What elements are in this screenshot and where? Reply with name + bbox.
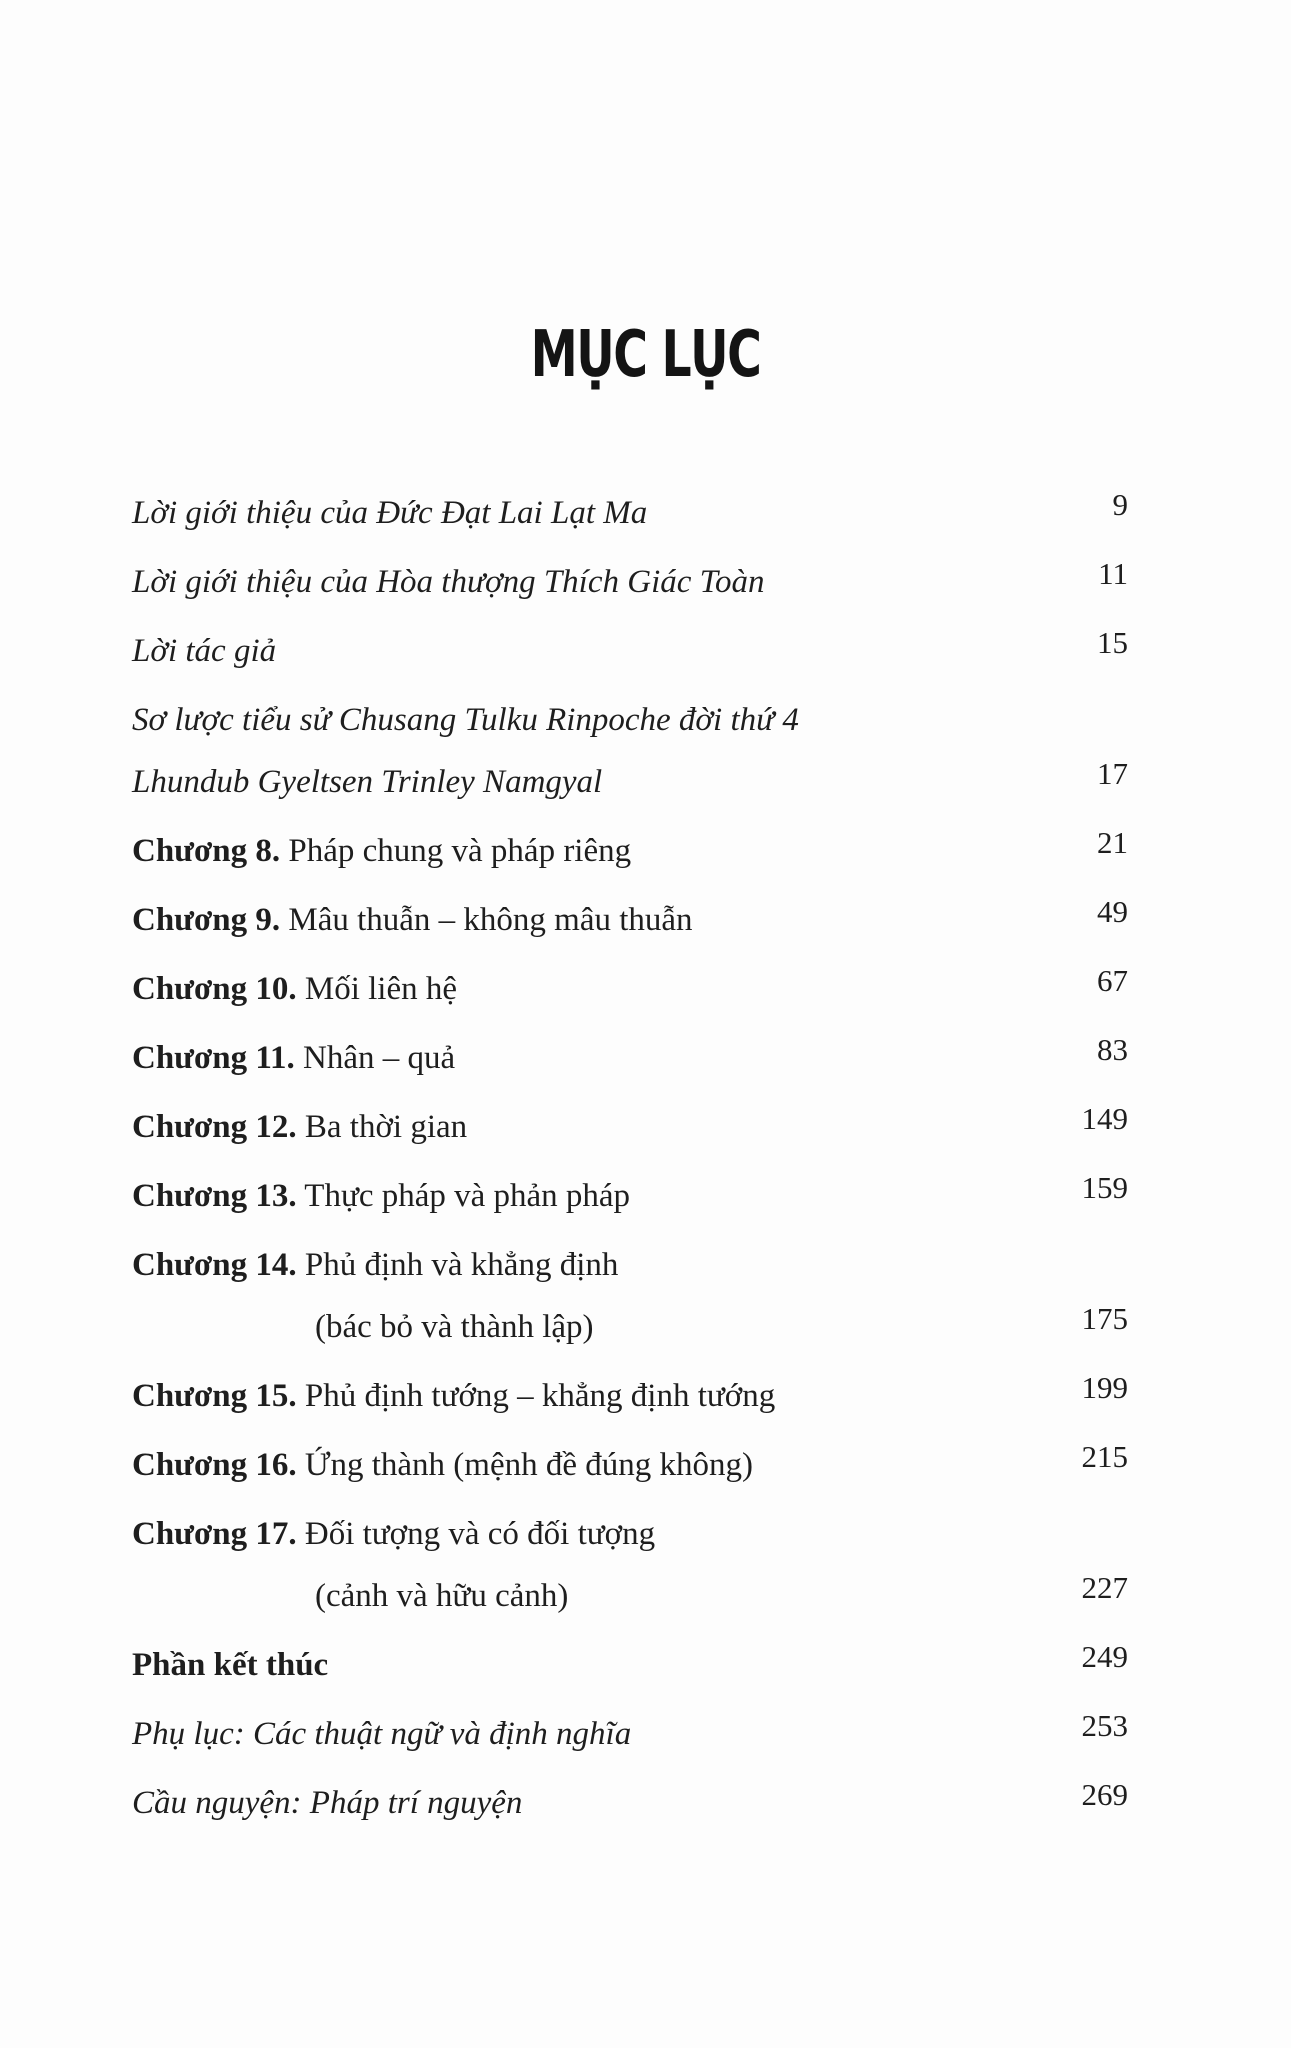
toc-page-number: 149 — [1081, 1101, 1128, 1136]
toc-entry-text: (bác bỏ và thành lập) — [315, 1309, 594, 1345]
toc-chapter-number: Chương 10. — [132, 971, 297, 1007]
toc-chapter-title: Mối liên hệ — [304, 971, 458, 1007]
toc-chapter-number: Chương 8. — [132, 833, 281, 869]
toc-page-number: 17 — [1097, 756, 1128, 791]
toc-page-number: 227 — [1081, 1570, 1128, 1605]
toc-chapter-title: Ba thời gian — [304, 1109, 468, 1145]
toc-page-number: 253 — [1081, 1708, 1128, 1743]
toc-entry-text — [132, 1370, 775, 1422]
toc-page-number: 83 — [1097, 1032, 1128, 1067]
toc-chapter-title: Phủ định và khẳng định — [304, 1247, 619, 1283]
toc-entry-chapter-17 — [132, 1508, 1132, 1560]
toc-entry-foreword-dalai-lama — [132, 487, 1132, 539]
toc-entry-biography-line1 — [132, 694, 1132, 746]
toc-entry-chapter-13 — [132, 1170, 1132, 1222]
toc-page-number: 49 — [1097, 894, 1128, 929]
toc-page-number: 269 — [1081, 1777, 1128, 1812]
toc-page-number: 159 — [1081, 1170, 1128, 1205]
toc-entry-prayer — [132, 1777, 1132, 1829]
page-title: MỤC LỤC — [530, 318, 761, 392]
toc-entry-conclusion — [132, 1639, 1132, 1691]
toc-entry-text: Lời tác giả — [132, 633, 277, 669]
toc-entry-chapter-12 — [132, 1101, 1132, 1153]
toc-chapter-title: Phủ định tướng – khẳng định tướng — [304, 1378, 776, 1414]
toc-page-number: 249 — [1081, 1639, 1128, 1674]
toc-entry-text — [132, 963, 457, 1015]
toc-entry-chapter-14 — [132, 1239, 1132, 1291]
toc-entry-text: Phụ lục: Các thuật ngữ và định nghĩa — [132, 1716, 632, 1752]
toc-entry-text: (cảnh và hữu cảnh) — [315, 1578, 569, 1614]
toc-chapter-number: Chương 14. — [132, 1247, 297, 1283]
toc-entry-chapter-8 — [132, 825, 1132, 877]
toc-entry-biography-line2 — [132, 756, 1132, 808]
toc-entry-text — [132, 1239, 618, 1291]
toc-chapter-title: Nhân – quả — [303, 1040, 456, 1076]
toc-chapter-title: Pháp chung và pháp riêng — [288, 833, 632, 869]
toc-entry-chapter-16 — [132, 1439, 1132, 1491]
toc-chapter-number: Chương 15. — [132, 1378, 297, 1414]
toc-page-number: 21 — [1097, 825, 1128, 860]
toc-entry-chapter-17-continued — [132, 1570, 1132, 1622]
toc-chapter-number: Chương 9. — [132, 902, 281, 938]
toc-chapter-number: Chương 16. — [132, 1447, 297, 1483]
toc-chapter-number: Chương 12. — [132, 1109, 297, 1145]
toc-entry-text: Lời giới thiệu của Hòa thượng Thích Giác Toàn — [132, 564, 765, 600]
toc-chapter-title: Ứng thành (mệnh đề đúng không) — [304, 1447, 753, 1483]
toc-chapter-title: Thực pháp và phản pháp — [304, 1178, 631, 1214]
toc-entry-text: Phần kết thúc — [132, 1647, 329, 1683]
toc-entry-chapter-14-continued — [132, 1301, 1132, 1353]
toc-entry-appendix — [132, 1708, 1132, 1760]
toc-entry-foreword-giac-toan — [132, 556, 1132, 608]
toc-page-number: 11 — [1098, 556, 1128, 591]
toc-chapter-number: Chương 11. — [132, 1040, 295, 1076]
toc-entry-author-note — [132, 625, 1132, 677]
toc-entry-chapter-11 — [132, 1032, 1132, 1084]
toc-page-number: 199 — [1081, 1370, 1128, 1405]
toc-entry-text — [132, 1439, 753, 1491]
toc-page-number: 175 — [1081, 1301, 1128, 1336]
toc-entry-chapter-9 — [132, 894, 1132, 946]
toc-entry-text — [132, 1101, 467, 1153]
toc-entry-text: Lhundub Gyeltsen Trinley Namgyal — [132, 764, 603, 800]
toc-entry-text: Sơ lược tiểu sử Chusang Tulku Rinpoche đời thứ 4 — [132, 702, 799, 738]
toc-chapter-title: Mâu thuẫn – không mâu thuẫn — [288, 902, 693, 938]
toc-entry-text — [132, 1170, 630, 1222]
toc-page-number: 67 — [1097, 963, 1128, 998]
toc-entry-text — [132, 894, 693, 946]
toc-page-number: 215 — [1081, 1439, 1128, 1474]
toc-entry-text — [132, 1032, 455, 1084]
toc-page-number: 9 — [1112, 487, 1128, 522]
toc-entry-chapter-10 — [132, 963, 1132, 1015]
toc-entry-text — [132, 825, 631, 877]
toc-entry-text — [132, 1508, 655, 1560]
toc-entry-text: Lời giới thiệu của Đức Đạt Lai Lạt Ma — [132, 495, 648, 531]
toc-page-number: 15 — [1097, 625, 1128, 660]
toc-chapter-number: Chương 13. — [132, 1178, 297, 1214]
toc-chapter-number: Chương 17. — [132, 1516, 297, 1552]
toc-entry-chapter-15 — [132, 1370, 1132, 1422]
toc-chapter-title: Đối tượng và có đối tượng — [304, 1516, 656, 1552]
toc-entry-text: Cầu nguyện: Pháp trí nguyện — [132, 1785, 523, 1821]
